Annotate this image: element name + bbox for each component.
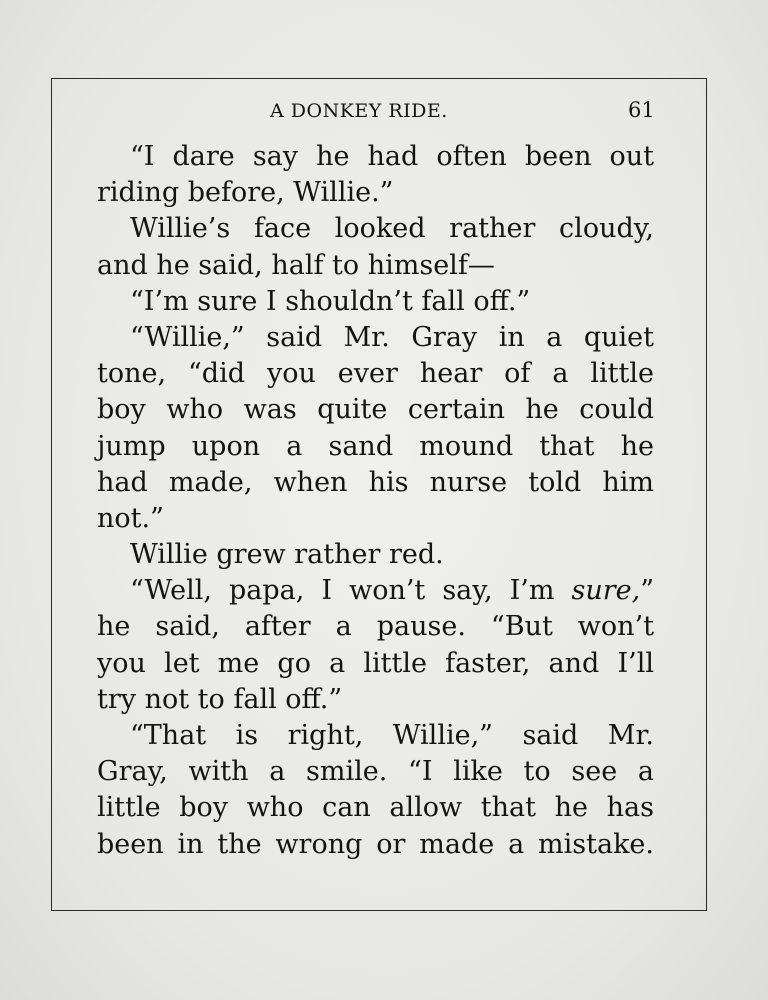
- text-line-3: Willie’s face looked rather cloudy,: [130, 213, 654, 245]
- text-line-2: riding before, Willie.”: [97, 177, 394, 209]
- text-line-6: “Willie,” said Mr. Gray in a quiet: [130, 321, 654, 353]
- text-line-10: had made, when his nurse told him: [97, 466, 654, 498]
- text-line-12: Willie grew rather red.: [130, 539, 444, 571]
- text-line-20: been in the wrong or made a mistake.: [97, 828, 654, 860]
- text-line-14: he said, after a pause. “But won’t: [97, 611, 654, 643]
- page-number: 61: [628, 98, 655, 122]
- text-line-9: jump upon a sand mound that he: [97, 430, 654, 462]
- running-head: [0, 96, 768, 126]
- text-line-5: “I’m sure I shouldn’t fall off.”: [130, 285, 531, 317]
- text-line-8: boy who was quite certain he could: [97, 394, 654, 426]
- text-line-17: “That is right, Willie,” said Mr.: [130, 720, 654, 751]
- text-line-7: tone, “did you ever hear of a little: [97, 358, 654, 390]
- body-text: [97, 139, 654, 863]
- italic-word-sure: sure,: [571, 575, 641, 607]
- text-line-16: try not to fall off.”: [97, 683, 343, 715]
- text-line-18: Gray, with a smile. “I like to see a: [97, 756, 654, 788]
- text-line-4: and he said, half to himself—: [97, 249, 495, 281]
- text-line-11: not.”: [97, 502, 164, 534]
- text-line-15: you let me go a little faster, and I’ll: [97, 647, 654, 679]
- text-line-1: “I dare say he had often been out: [130, 141, 654, 172]
- text-line-13-start: “Well, papa, I won’t say, I’m: [130, 575, 572, 607]
- text-line-19: little boy who can allow that he has: [97, 792, 654, 824]
- running-head-title: A DONKEY RIDE.: [270, 100, 448, 122]
- text-line-13: [97, 573, 654, 609]
- text-line-13-end: ”: [640, 575, 654, 607]
